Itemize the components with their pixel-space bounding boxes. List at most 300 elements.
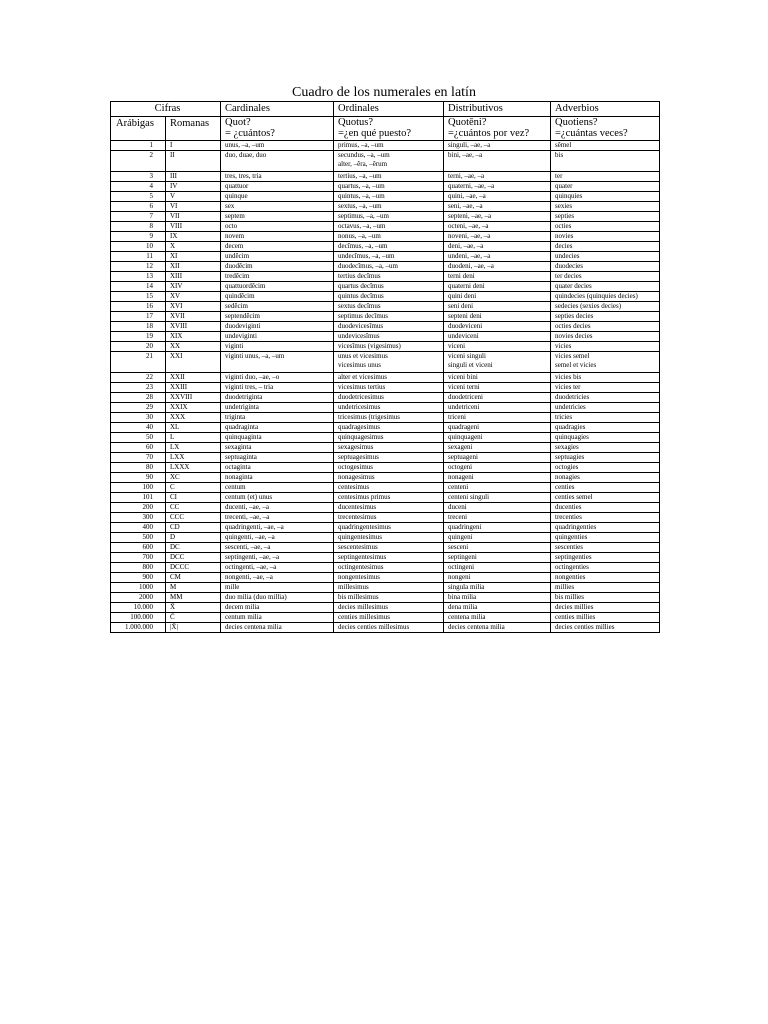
cell-distributivo-text: viceni singuli: [448, 352, 486, 360]
cell-cardinal-text: sex: [225, 202, 235, 210]
cell-arabigas-text: 800: [142, 563, 153, 571]
cell-cardinal: [221, 242, 334, 252]
cell-cardinal-text: sexaginta: [225, 443, 252, 451]
cell-ordinal: [334, 473, 444, 483]
cell-romanas-text: XVII: [170, 312, 185, 320]
table-row: [111, 583, 660, 593]
cell-distributivo-text: bina milia: [448, 593, 477, 601]
cell-distributivo: [444, 543, 551, 553]
cell-arabigas-text: 4: [149, 182, 153, 190]
header-distributivos: Distributivos: [444, 102, 551, 117]
table-row: [111, 262, 660, 272]
cell-ordinal-text: duodecĭmus, –a, –um: [338, 262, 398, 270]
cell-distributivo: [444, 383, 551, 393]
question-label: Quotiens?: [555, 117, 598, 128]
cell-arabigas: [111, 242, 166, 252]
cell-cardinal-text: centum milia: [225, 613, 262, 621]
cell-cardinal: [221, 483, 334, 493]
cell-adverbio: [551, 453, 660, 463]
cell-ordinal: [334, 282, 444, 292]
cell-adverbio: [551, 443, 660, 453]
table-row: [111, 563, 660, 573]
cell-distributivo-text: viceni terni: [448, 383, 480, 391]
cell-cardinal-text: undetriginta: [225, 403, 259, 411]
table-row: [111, 433, 660, 443]
cell-romanas: [166, 302, 221, 312]
cell-distributivo: [444, 192, 551, 202]
cell-cardinal: [221, 393, 334, 403]
cell-romanas: [166, 252, 221, 262]
table-row: [111, 623, 660, 633]
cell-ordinal: [334, 463, 444, 473]
cell-cardinal: [221, 533, 334, 543]
cell-romanas: [166, 613, 221, 623]
cell-romanas-text: CD: [170, 523, 180, 531]
cell-cardinal: [221, 141, 334, 151]
cell-distributivo: [444, 352, 551, 373]
cell-ordinal-text: septimus decĭmus: [338, 312, 388, 320]
cell-distributivo-text: terni deni: [448, 272, 475, 280]
cell-ordinal: [334, 312, 444, 322]
cell-distributivo-text: quini, –ae, –a: [448, 192, 486, 200]
cell-romanas: [166, 292, 221, 302]
cell-ordinal-text: quartus, –a, –um: [338, 182, 385, 190]
header-romanas: Romanas: [166, 117, 221, 141]
cell-arabigas-text: 9: [149, 232, 153, 240]
cell-cardinal: [221, 453, 334, 463]
cell-cardinal-text: quadringenti, –ae, –a: [225, 523, 284, 531]
cell-distributivo-text: octogeni: [448, 463, 473, 471]
cell-cardinal-text: septendĕcim: [225, 312, 261, 320]
cell-adverbio: [551, 513, 660, 523]
table-row: [111, 352, 660, 373]
cell-distributivo-text: nonageni: [448, 473, 474, 481]
table-row: [111, 453, 660, 463]
table-row: [111, 443, 660, 453]
cell-ordinal-text: primus, –a, –um: [338, 141, 384, 149]
cell-romanas: [166, 172, 221, 182]
cell-distributivo: [444, 342, 551, 352]
question-meaning: = ¿cuántos?: [225, 128, 275, 139]
cell-adverbio-text: quindecies (quinquies decies): [555, 292, 638, 300]
cell-adverbio: [551, 342, 660, 352]
cell-distributivo-text: duceni: [448, 503, 467, 511]
cell-adverbio: [551, 282, 660, 292]
cell-ordinal: [334, 483, 444, 493]
cell-romanas-text: LXXX: [170, 463, 190, 471]
cell-arabigas: [111, 623, 166, 633]
cell-romanas: [166, 373, 221, 383]
cell-distributivo: [444, 433, 551, 443]
cell-distributivo-text: septeni deni: [448, 312, 482, 320]
cell-arabigas-text: 600: [142, 543, 153, 551]
cell-distributivo: [444, 282, 551, 292]
cell-cardinal-text: sescenti, –ae, –a: [225, 543, 271, 551]
table-body: [111, 141, 660, 633]
cell-adverbio: [551, 393, 660, 403]
cell-cardinal-text: quinque: [225, 192, 248, 200]
cell-arabigas: [111, 463, 166, 473]
cell-adverbio-text: novies decies: [555, 332, 593, 340]
cell-arabigas-text: 60: [146, 443, 153, 451]
cell-adverbio-text: sedecies (sexies decies): [555, 302, 622, 310]
cell-romanas: [166, 332, 221, 342]
cell-ordinal-alt-text: alter, –ĕra, –ĕrum: [338, 160, 388, 168]
cell-romanas: [166, 623, 221, 633]
cell-distributivo-text: decies centena milia: [448, 623, 505, 631]
cell-cardinal: [221, 413, 334, 423]
cell-adverbio-text: sexies: [555, 202, 573, 210]
cell-cardinal-text: septem: [225, 212, 245, 220]
cell-distributivo: [444, 623, 551, 633]
cell-cardinal-text: duo milia (duo millia): [225, 593, 287, 601]
cell-arabigas: [111, 172, 166, 182]
cell-cardinal: [221, 563, 334, 573]
cell-distributivo-text: duodeviceni: [448, 322, 483, 330]
table-row: [111, 383, 660, 393]
cell-arabigas: [111, 493, 166, 503]
cell-romanas: [166, 202, 221, 212]
cell-romanas: [166, 453, 221, 463]
cell-adverbio-text: quadringenties: [555, 523, 597, 531]
table-row: [111, 332, 660, 342]
cell-ordinal-text: nonus, –a, –um: [338, 232, 381, 240]
cell-romanas-text: X̄: [170, 603, 176, 611]
table-row: [111, 463, 660, 473]
cell-distributivo: [444, 212, 551, 222]
cell-distributivo-text: bini, –ae, –a: [448, 151, 483, 159]
cell-romanas: [166, 523, 221, 533]
cell-romanas: [166, 182, 221, 192]
cell-distributivo: [444, 403, 551, 413]
cell-arabigas-text: 1: [149, 141, 153, 149]
cell-arabigas-text: 1.000.000: [125, 623, 153, 631]
cell-adverbio: [551, 302, 660, 312]
cell-distributivo-text: triceni: [448, 413, 466, 421]
cell-cardinal: [221, 232, 334, 242]
table-row: [111, 232, 660, 242]
cell-ordinal-text: septingentesimus: [338, 553, 387, 561]
cell-arabigas-text: 2000: [139, 593, 153, 601]
cell-cardinal-text: octaginta: [225, 463, 251, 471]
cell-distributivo: [444, 573, 551, 583]
cell-arabigas: [111, 483, 166, 493]
cell-adverbio: [551, 242, 660, 252]
cell-arabigas: [111, 272, 166, 282]
cell-cardinal-text: viginti: [225, 342, 244, 350]
table-row: [111, 373, 660, 383]
cell-ordinal: [334, 563, 444, 573]
cell-arabigas-text: 90: [146, 473, 153, 481]
header-row-2: [111, 117, 660, 141]
header-adverbios: Adverbios: [551, 102, 660, 117]
cell-arabigas: [111, 192, 166, 202]
cell-romanas: [166, 383, 221, 393]
cell-ordinal: [334, 573, 444, 583]
cell-cardinal: [221, 503, 334, 513]
cell-cardinal: [221, 603, 334, 613]
table-row: [111, 423, 660, 433]
cell-arabigas: [111, 563, 166, 573]
cell-arabigas-text: 50: [146, 433, 153, 441]
cell-cardinal-text: viginti unus, –a, –um: [225, 352, 285, 360]
cell-arabigas: [111, 473, 166, 483]
table-row: [111, 533, 660, 543]
cell-adverbio: [551, 262, 660, 272]
cell-arabigas-text: 22: [146, 373, 153, 381]
cell-ordinal-text: quartus decĭmus: [338, 282, 384, 290]
cell-ordinal-text: undetricesimus: [338, 403, 381, 411]
question-label: Quotus?: [338, 117, 374, 128]
cell-distributivo: [444, 242, 551, 252]
header-question-distributivos: [444, 117, 551, 141]
cell-arabigas: [111, 573, 166, 583]
cell-ordinal: [334, 433, 444, 443]
cell-adverbio-text: vicies semel: [555, 352, 590, 360]
cell-ordinal: [334, 543, 444, 553]
table-row: [111, 573, 660, 583]
cell-romanas-text: C̄: [170, 613, 175, 621]
cell-ordinal-text: octavus, –a, –um: [338, 222, 386, 230]
cell-adverbio: [551, 523, 660, 533]
cell-adverbio: [551, 222, 660, 232]
cell-adverbio: [551, 573, 660, 583]
cell-distributivo: [444, 443, 551, 453]
cell-romanas: [166, 322, 221, 332]
cell-ordinal: [334, 423, 444, 433]
cell-romanas: [166, 593, 221, 603]
cell-romanas-text: VIII: [170, 222, 183, 230]
cell-adverbio-text: sĕmel: [555, 141, 572, 149]
cell-cardinal: [221, 252, 334, 262]
cell-adverbio: [551, 141, 660, 151]
table-row: [111, 593, 660, 603]
cell-romanas: [166, 533, 221, 543]
cell-distributivo-text: centeni: [448, 483, 469, 491]
cell-adverbio-text: bis millies: [555, 593, 584, 601]
cell-arabigas: [111, 523, 166, 533]
cell-ordinal: [334, 222, 444, 232]
cell-romanas: [166, 413, 221, 423]
cell-arabigas: [111, 443, 166, 453]
table-row: [111, 393, 660, 403]
cell-cardinal: [221, 312, 334, 322]
cell-distributivo-text: octingeni: [448, 563, 475, 571]
cell-arabigas-text: 13: [146, 272, 153, 280]
cell-arabigas: [111, 212, 166, 222]
cell-adverbio-text: duodecies: [555, 262, 584, 270]
cell-romanas-text: XC: [170, 473, 180, 481]
cell-ordinal-text: sextus, –a, –um: [338, 202, 382, 210]
cell-arabigas-text: 10: [146, 242, 153, 250]
cell-cardinal-text: septuaginta: [225, 453, 257, 461]
cell-ordinal-text: decies centies millesimus: [338, 623, 410, 631]
cell-romanas: [166, 262, 221, 272]
cell-cardinal-text: septingenti, –ae, –a: [225, 553, 280, 561]
cell-adverbio: [551, 483, 660, 493]
cell-cardinal-text: nonaginta: [225, 473, 253, 481]
cell-romanas-text: XXIII: [170, 383, 188, 391]
cell-ordinal: [334, 603, 444, 613]
cell-adverbio: [551, 252, 660, 262]
cell-distributivo: [444, 593, 551, 603]
cell-distributivo: [444, 393, 551, 403]
cell-adverbio-text: centies millies: [555, 613, 596, 621]
cell-distributivo: [444, 302, 551, 312]
cell-cardinal: [221, 523, 334, 533]
header-cardinales: Cardinales: [221, 102, 334, 117]
table-row: [111, 222, 660, 232]
cell-ordinal: [334, 252, 444, 262]
cell-cardinal-text: sedĕcim: [225, 302, 248, 310]
cell-cardinal: [221, 322, 334, 332]
cell-distributivo: [444, 423, 551, 433]
cell-cardinal: [221, 302, 334, 312]
cell-adverbio-text: decies: [555, 242, 573, 250]
cell-cardinal: [221, 553, 334, 563]
cell-adverbio: [551, 322, 660, 332]
cell-cardinal: [221, 473, 334, 483]
cell-ordinal: [334, 192, 444, 202]
question-meaning: =¿cuántos por vez?: [448, 128, 530, 139]
cell-ordinal: [334, 151, 444, 172]
cell-romanas-text: XVIII: [170, 322, 188, 330]
cell-ordinal: [334, 232, 444, 242]
cell-arabigas: [111, 403, 166, 413]
cell-ordinal-text: undecĭmus, –a, –um: [338, 252, 395, 260]
cell-distributivo: [444, 312, 551, 322]
cell-arabigas-text: 40: [146, 423, 153, 431]
cell-ordinal: [334, 352, 444, 373]
cell-distributivo-text: septeni, –ae, –a: [448, 212, 492, 220]
cell-cardinal-text: decem milia: [225, 603, 260, 611]
cell-ordinal-text: octogesimus: [338, 463, 374, 471]
cell-arabigas-text: 28: [146, 393, 153, 401]
cell-distributivo-text: quaterni, –ae, –a: [448, 182, 495, 190]
question-meaning: =¿cuántas veces?: [555, 128, 628, 139]
question-meaning: =¿en qué puesto?: [338, 128, 411, 139]
cell-arabigas-text: 3: [149, 172, 153, 180]
cell-adverbio-text: sescenties: [555, 543, 584, 551]
cell-romanas: [166, 393, 221, 403]
cell-ordinal: [334, 413, 444, 423]
cell-distributivo-text: septingeni: [448, 553, 477, 561]
cell-cardinal-text: ducenti, –ae, –a: [225, 503, 269, 511]
cell-distributivo: [444, 141, 551, 151]
cell-ordinal-text: decies millesimus: [338, 603, 388, 611]
cell-cardinal: [221, 151, 334, 172]
table-row: [111, 603, 660, 613]
cell-arabigas: [111, 222, 166, 232]
cell-romanas: [166, 141, 221, 151]
cell-arabigas-text: 18: [146, 322, 153, 330]
cell-romanas-text: XI: [170, 252, 178, 260]
cell-adverbio-text: septies: [555, 212, 575, 220]
cell-romanas: [166, 583, 221, 593]
cell-adverbio-text: undetricies: [555, 403, 586, 411]
cell-ordinal: [334, 503, 444, 513]
cell-ordinal-text: sexagesimus: [338, 443, 374, 451]
cell-distributivo: [444, 513, 551, 523]
cell-ordinal-text: alter et vicesimus: [338, 373, 387, 381]
cell-adverbio-text: ducenties: [555, 503, 582, 511]
cell-cardinal-text: duo, duae, duo: [225, 151, 267, 159]
cell-cardinal: [221, 383, 334, 393]
cell-ordinal-text: centies millesimus: [338, 613, 390, 621]
cell-adverbio-text: quinquagies: [555, 433, 589, 441]
cell-distributivo-text: sexageni: [448, 443, 473, 451]
cell-romanas: [166, 212, 221, 222]
cell-arabigas-text: 23: [146, 383, 153, 391]
cell-cardinal-text: quingenti, –ae, –a: [225, 533, 275, 541]
cell-adverbio-text: sexagies: [555, 443, 579, 451]
cell-ordinal-text: sescentesimus: [338, 543, 378, 551]
cell-arabigas: [111, 503, 166, 513]
table-row: [111, 513, 660, 523]
cell-arabigas-text: 2: [149, 151, 153, 159]
cell-adverbio-text: millies: [555, 583, 575, 591]
cell-distributivo: [444, 453, 551, 463]
cell-adverbio: [551, 413, 660, 423]
cell-romanas: [166, 603, 221, 613]
cell-ordinal-text: bis millesimus: [338, 593, 379, 601]
cell-cardinal-text: novem: [225, 232, 245, 240]
cell-romanas-text: II: [170, 151, 175, 159]
cell-cardinal: [221, 172, 334, 182]
cell-adverbio: [551, 232, 660, 242]
cell-ordinal-text: tertius, –a, –um: [338, 172, 382, 180]
cell-cardinal: [221, 613, 334, 623]
cell-ordinal-alt-text: vicesimus unus: [338, 361, 381, 369]
cell-adverbio-text: ter decies: [555, 272, 582, 280]
cell-cardinal-text: tredĕcim: [225, 272, 250, 280]
cell-adverbio-text: undecies: [555, 252, 580, 260]
cell-ordinal: [334, 583, 444, 593]
cell-romanas: [166, 563, 221, 573]
cell-cardinal-text: undeviginti: [225, 332, 257, 340]
table-row: [111, 192, 660, 202]
cell-arabigas-text: 100.000: [130, 613, 153, 621]
cell-distributivo: [444, 272, 551, 282]
cell-romanas-text: M: [170, 583, 177, 591]
cell-romanas: [166, 282, 221, 292]
header-cifras: Cifras: [111, 102, 221, 117]
cell-adverbio: [551, 623, 660, 633]
question-label: Quot?: [225, 117, 251, 128]
cell-adverbio: [551, 563, 660, 573]
cell-cardinal-text: quattuordĕcim: [225, 282, 266, 290]
cell-cardinal-text: triginta: [225, 413, 246, 421]
cell-cardinal-text: undĕcim: [225, 252, 250, 260]
cell-distributivo-text: quingeni: [448, 533, 473, 541]
table-row: [111, 493, 660, 503]
cell-distributivo: [444, 613, 551, 623]
cell-arabigas: [111, 141, 166, 151]
cell-arabigas: [111, 613, 166, 623]
table-row: [111, 292, 660, 302]
cell-ordinal-text: quingentesimus: [338, 533, 382, 541]
cell-romanas: [166, 503, 221, 513]
cell-ordinal: [334, 172, 444, 182]
cell-arabigas: [111, 332, 166, 342]
cell-adverbio: [551, 172, 660, 182]
cell-cardinal-text: duodeviginti: [225, 322, 261, 330]
cell-romanas: [166, 553, 221, 563]
cell-arabigas: [111, 232, 166, 242]
cell-distributivo: [444, 473, 551, 483]
cell-distributivo: [444, 483, 551, 493]
cell-arabigas: [111, 413, 166, 423]
